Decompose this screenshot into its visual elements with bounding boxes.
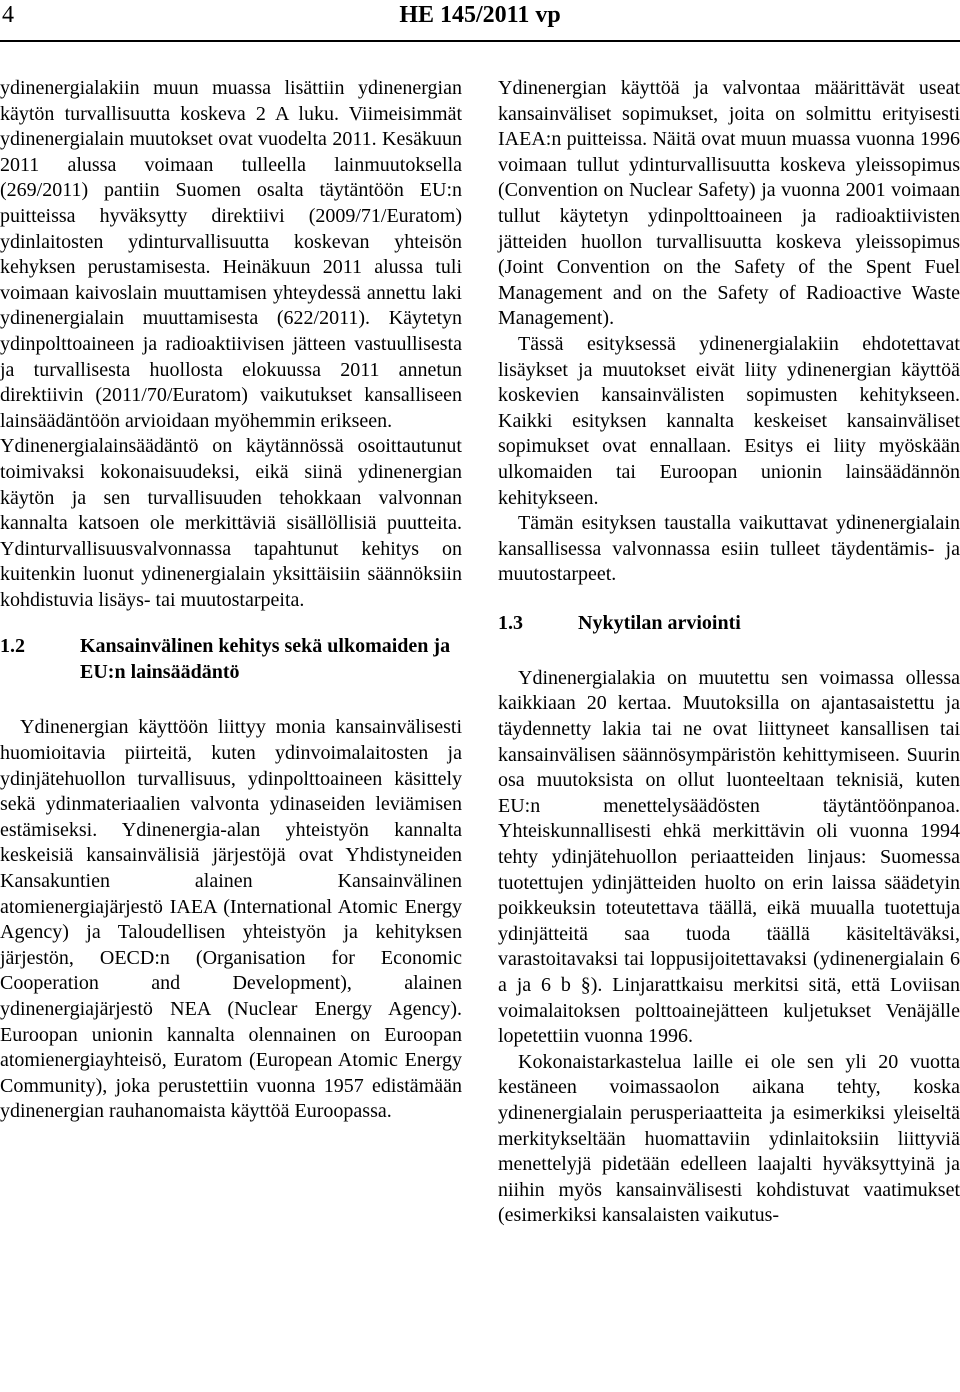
section-number: 1.3 [498,611,523,634]
header-rule [0,40,960,42]
paragraph: Ydinenergialakia on muutettu sen voimassa ollessa kaikkiaan 20 kertaa. Muutoksilla on ajantasaistettu ja täydennetty lakia tai ne ovat liittyneet kansallisen tai kansainvälisen säännösympäristön kehittymiseen. Suurin osa muutoksista on ollut luonteeltaan teknisiä, kuten EU:n menettelysäädösten täytäntöönpanoa. Yhteiskunnallisesti ehkä merkittävin oli vuonna 1994 tehty ydinjätehuollon periaatteiden linjaus: Suomessa tuotettujen ydinjätteiden huolto on erin laissa säädetyin poikkeuksin toteutettava täällä, eikä muualla tuotettuja ydinjätteitä saa tuoda täällä käsiteltäväksi, varastoitavaksi tai loppusijoitettavaksi (ydinenergialain 6 a ja 6 b §). Linjarattkaisu merkitsi sitä, että Loviisan voimalaitoksen polttoainejätteen kuljetukset Venäjälle lopetettiin vuonna 1996. [498,666,960,1048]
section-title: Nykytilan arviointi [578,611,741,634]
left-column [0,76,462,1125]
paragraph: Ydinenergian käyttöä ja valvontaa määrittävät useat kansainväliset sopimukset, joita on solmittu erityisesti IAEA:n puitteissa. Näitä ovat muun muassa vuonna 1996 voimaan tullut ydinturvallisuutta koskeva yleissopimus (Convention on Nuclear Safety) ja vuonna 2001 voimaan tullut käytetyn ydinpolttoaineen ja radioaktiivisten jätteiden huollon turvallisuutta koskeva yleissopimus (Joint Convention on the Safety of the Spent Fuel Management and on the Safety of Radioactive Waste Management). [498,77,960,330]
page-number: 4 [2,2,14,28]
page-header [0,0,960,46]
paragraph: Tämän esityksen taustalla vaikuttavat ydinenergialain kansallisessa valvonnassa esiin tulleet täydentämis- ja muutostarpeet. [498,512,960,586]
paragraph: ydinenergialakiin muun muassa lisättiin ydinenergian käytön turvallisuutta koskeva 2 A luku. Viimeisimmät ydinenergialain muutokset ovat vuodelta 2011. Kesäkuun 2011 alussa voimaan tulleella lainmuutoksella (269/2011) pantiin Suomen osalta täytäntöön EU:n puitteissa hyväksytty direktiivi (2009/71/Euratom) ydinlaitosten ydinturvallisuutta koskevan yhteisön kehyksen perustamisesta. Heinäkuun 2011 alussa tuli voimaan kaivoslain muuttamisen yhteydessä annettu laki ydinenergialain muuttamisesta (622/2011). Käytetyn ydinpolttoaineen ja radioaktiivisen jätteen vastuullisesta ja turvallisesta huollosta elokuussa 2011 annetun direktiivin (2011/70/Euratom) vaikutukset kansalliseen lainsäädäntöön arvioidaan myöhemmin erikseen. [0,77,462,432]
document-id: HE 145/2011 vp [399,2,561,28]
paragraph: Tässä esityksessä ydinenergialakiin ehdotettavat lisäykset ja muutokset eivät liity ydinenergian käyttöä koskevien kansainvälisten sopimusten kehitykseen. Kaikki esityksen kannalta keskeiset kansainväliset sopimukset ovat ennallaan. Esitys ei liity myöskään ulkomaiden tai Euroopan unionin lainsäädännön kehitykseen. [498,332,960,509]
section-number: 1.2 [0,635,25,658]
section-heading [0,633,462,685]
paragraph: Ydinenergialainsäädäntö on käytännössä osoittautunut toimivaksi kokonaisuudeksi, eikä siinä ydinenergian käytön ja sen turvallisuuden tehokkaan valvonnan kannalta katsoen ole merkittäviä sisällöllisiä puutteita. Ydinturvallisuusvalvonnassa tapahtunut kehitys on kuitenkin luonut ydinenergialain yksittäisiin säännöksiin kohdistuvia lisäys- tai muutostarpeita. [0,435,462,611]
paragraph: Ydinenergian käyttöön liittyy monia kansainvälisesti huomioitavia piirteitä, kuten ydinvoimalaitosten ja ydinjätehuollon turvallisuus, ydinpolttoaineen käsittely sekä ydinmateriaalien valvonta ydinaseiden leviämisen estämiseksi. Ydinenergia-alan yhteistyön kannalta keskeisiä kansainvälisiä järjestöjä ovat Yhdistyneiden Kansakuntien alainen Kansainvälinen atomienergiajärjestö IAEA (International Atomic Energy Agency) ja Taloudellisen yhteistyön ja kehityksen järjestön, OECD:n (Organisation for Economic Cooperation and Development), alainen ydinenergiajärjestö NEA (Nuclear Energy Agency). Euroopan unionin kannalta olennainen on Euroopan atomienergiayhteisö, Euratom (European Atomic Energy Community), joka perustettiin vuonna 1957 edistämään ydinenergian rauhanomaista käyttöä Euroopassa. [0,716,462,1123]
section-title: Kansainvälinen kehitys sekä ulkomaiden ja EU:n lainsäädäntö [80,635,451,684]
right-column [498,76,960,1229]
paragraph: Kokonaistarkastelua laille ei ole sen yli 20 vuotta kestäneen voimassaolon aikana tehty, koska ydinenergialain perusperiaatteita ja esimerkiksi yleiseltä merkitykseltään huomattaviin ydinlaitoksiin liittyviä menettelyjä pidetään edelleen laajalti hyväksyttyinä ja niihin myös kansainvälisesti kohdistuvat vaatimukset (esimerkiksi kansalaisten vaikutus- [498,1050,960,1227]
section-heading [498,610,960,636]
